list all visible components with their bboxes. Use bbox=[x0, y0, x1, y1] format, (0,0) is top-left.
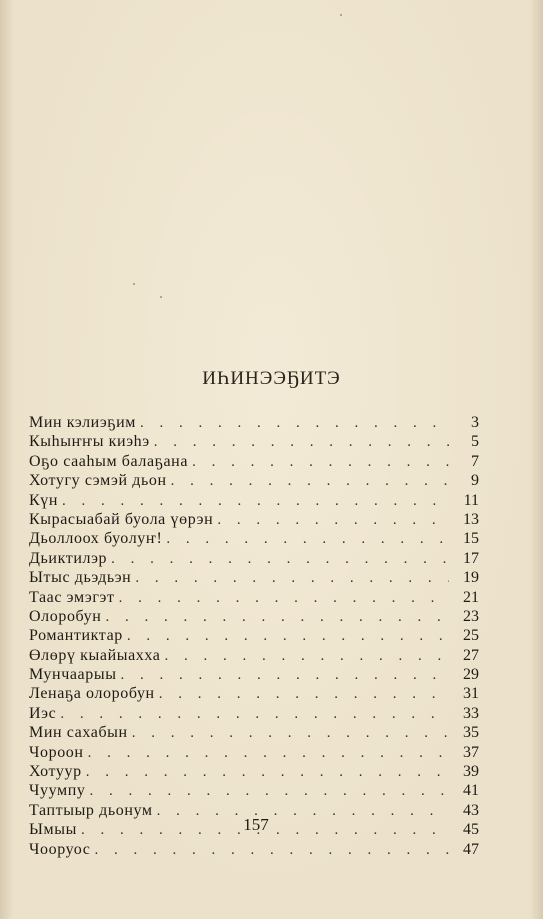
toc-entry bbox=[29, 529, 479, 548]
page-title: ИҺИНЭЭҔИТЭ bbox=[202, 368, 341, 389]
toc-entry-title: Өлөрү кыайыахха bbox=[29, 646, 161, 664]
toc-entry bbox=[29, 781, 479, 800]
toc-dot-leader bbox=[121, 666, 449, 685]
paper-speck bbox=[160, 296, 162, 298]
toc-dot-leader bbox=[119, 589, 449, 608]
toc-entry-page: 15 bbox=[463, 530, 479, 548]
toc-entry bbox=[29, 588, 479, 607]
toc-entry-page: 33 bbox=[463, 704, 479, 722]
toc-dot-leader bbox=[127, 627, 449, 646]
toc-entry bbox=[29, 568, 479, 587]
toc-dot-leader bbox=[164, 647, 449, 666]
toc-entry-page: 13 bbox=[463, 510, 479, 528]
toc-entry-page: 35 bbox=[463, 724, 479, 742]
toc-entry bbox=[29, 840, 479, 859]
page-number: 157 bbox=[243, 815, 269, 834]
toc-entry bbox=[29, 607, 479, 626]
toc-entry bbox=[29, 684, 479, 703]
toc-entry bbox=[29, 491, 479, 510]
toc-entry-title: Мин кэлиэҕим bbox=[29, 414, 137, 431]
toc-entry-title: Оҕо сааһым балаҕана bbox=[29, 452, 189, 470]
toc-entry-title: Мунчаарыы bbox=[29, 666, 117, 684]
toc-entry-page: 37 bbox=[463, 743, 479, 761]
paper-speck bbox=[340, 14, 342, 16]
toc-dot-leader bbox=[217, 511, 449, 530]
toc-entry-title: Мин сахабын bbox=[29, 724, 128, 742]
toc-dot-leader bbox=[105, 608, 449, 627]
toc-entry-page: 47 bbox=[463, 840, 479, 858]
toc-entry-page: 3 bbox=[471, 414, 479, 431]
toc-entry bbox=[29, 626, 479, 645]
toc-entry bbox=[29, 646, 479, 665]
toc-entry-page: 39 bbox=[463, 763, 479, 781]
toc-dot-leader bbox=[60, 705, 449, 724]
toc-dot-leader bbox=[89, 782, 449, 801]
toc-entry-title: Романтиктар bbox=[29, 627, 123, 645]
toc-entry bbox=[29, 432, 479, 451]
toc-entry-page: 19 bbox=[463, 569, 479, 587]
toc-dot-leader bbox=[86, 763, 449, 782]
toc-entry-title: Күн bbox=[29, 491, 59, 509]
toc-entry-title: Иэс bbox=[29, 704, 57, 722]
toc-entry bbox=[29, 704, 479, 723]
toc-entry-page: 23 bbox=[463, 607, 479, 625]
toc-entry-title: Ымыы bbox=[29, 821, 77, 839]
toc-dot-leader bbox=[192, 453, 449, 472]
paper-speck bbox=[133, 283, 135, 285]
toc-entry-page: 43 bbox=[463, 801, 479, 819]
toc-entry-title: Кырасыабай буола үөрэн bbox=[29, 510, 214, 528]
toc-entry-title: Чуумпу bbox=[29, 782, 86, 800]
toc-entry-title: Хотуур bbox=[29, 763, 82, 781]
toc-entry bbox=[29, 723, 479, 742]
toc-entry-title: Чороон bbox=[29, 743, 84, 761]
toc-dot-leader bbox=[171, 472, 449, 491]
toc-entry-title: Таптыыр дьонум bbox=[29, 801, 153, 819]
toc-dot-leader bbox=[111, 550, 449, 569]
toc-dot-leader bbox=[62, 492, 449, 511]
toc-dot-leader bbox=[159, 685, 449, 704]
toc-entry bbox=[29, 413, 479, 432]
toc-entry-title: Ытыс дьэдьэн bbox=[29, 569, 132, 587]
toc-entry-title: Ленаҕа олоробун bbox=[29, 685, 155, 703]
toc-dot-leader bbox=[95, 841, 450, 860]
toc-entry bbox=[29, 471, 479, 490]
toc-entry-page: 41 bbox=[463, 782, 479, 800]
toc-entry-title: Таас эмэгэт bbox=[29, 588, 115, 606]
toc-dot-leader bbox=[132, 724, 449, 743]
toc-entry-page: 9 bbox=[471, 472, 479, 490]
toc-entry bbox=[29, 743, 479, 762]
toc-entry-title: Кыһыҥҥы киэһэ bbox=[29, 433, 150, 451]
toc-dot-leader bbox=[135, 569, 449, 588]
toc-dot-leader bbox=[140, 414, 449, 433]
toc-entry-title: Олоробун bbox=[29, 607, 102, 625]
toc-entry-page: 25 bbox=[463, 627, 479, 645]
toc-entry bbox=[29, 549, 479, 568]
toc-entry-title: Дьиктилэр bbox=[29, 549, 108, 567]
toc-entry-title: Дьоллоох буолуҥ! bbox=[29, 530, 163, 548]
table-of-contents bbox=[29, 413, 479, 859]
toc-entry bbox=[29, 665, 479, 684]
toc-dot-leader bbox=[166, 530, 449, 549]
toc-entry-page: 21 bbox=[463, 588, 479, 606]
toc-entry-page: 27 bbox=[463, 646, 479, 664]
toc-dot-leader bbox=[88, 744, 449, 763]
toc-entry-page: 31 bbox=[463, 685, 479, 703]
toc-entry-page: 7 bbox=[471, 452, 479, 470]
toc-dot-leader bbox=[154, 433, 449, 452]
toc-entry-title: Хотугу сэмэй дьон bbox=[29, 472, 167, 490]
toc-entry-page: 17 bbox=[463, 549, 479, 567]
toc-entry-page: 11 bbox=[463, 491, 479, 509]
toc-entry bbox=[29, 510, 479, 529]
toc-entry bbox=[29, 452, 479, 471]
toc-entry bbox=[29, 762, 479, 781]
toc-entry-title: Чооруос bbox=[29, 840, 91, 858]
toc-entry-page: 45 bbox=[463, 821, 479, 839]
toc-entry-page: 29 bbox=[463, 666, 479, 684]
toc-entry-page: 5 bbox=[471, 433, 479, 451]
